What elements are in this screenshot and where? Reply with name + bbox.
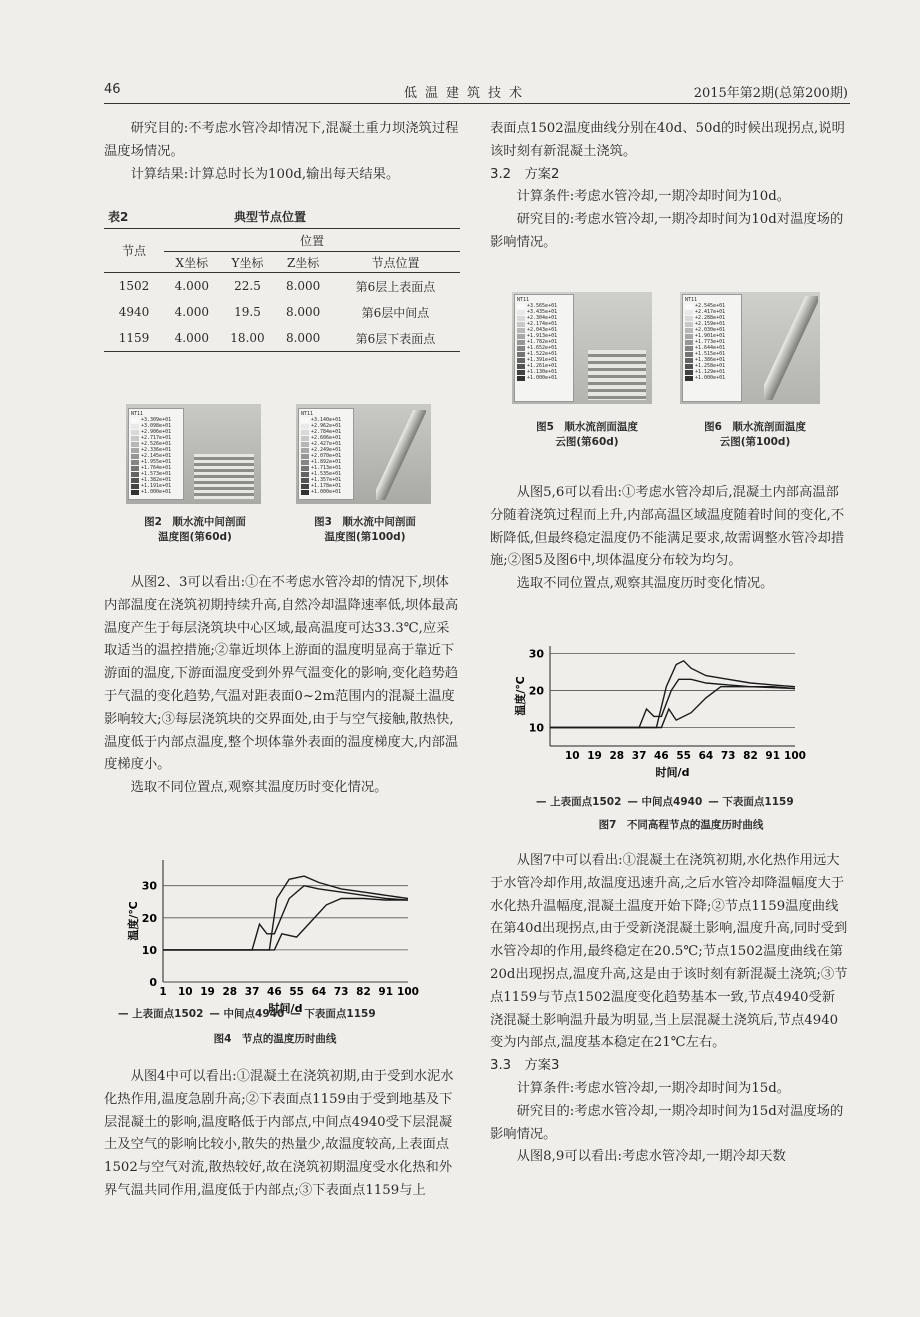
legend-value: +2.784e+01: [311, 429, 342, 435]
legend-value: +2.336e+01: [141, 447, 172, 453]
table-cell: 第6层上表面点: [355, 279, 436, 294]
table-row: [104, 325, 460, 352]
legend-swatch: [685, 304, 693, 309]
legend-value: +1.129e+01: [695, 369, 726, 375]
table-cell: 第6层下表面点: [355, 331, 436, 346]
legend-swatch: [685, 334, 693, 339]
legend-title: NT11: [517, 297, 530, 303]
legend-swatch: [517, 304, 525, 309]
table-header: Z坐标: [275, 252, 331, 273]
legend-swatch: [301, 490, 309, 495]
legend-value: +2.526e+01: [141, 441, 172, 447]
figure-3-image: [296, 404, 431, 504]
legend-value: +3.565e+01: [527, 303, 558, 309]
series-legend-entry: — 下表面点1159: [708, 796, 794, 808]
legend-value: +3.140e+01: [311, 417, 342, 423]
legend-value: +1.258e+01: [695, 363, 726, 369]
legend: [128, 408, 184, 500]
series-line-2: [163, 876, 408, 950]
legend: [682, 294, 742, 402]
right-column-bottom: [490, 850, 848, 1169]
figure-2-caption: [120, 515, 270, 545]
figure-2-image: [126, 404, 261, 504]
figure-4-caption: [150, 1032, 400, 1047]
figure-5-caption: [512, 420, 662, 450]
x-axis-label: 时间/d: [268, 1002, 303, 1015]
legend-swatch: [517, 334, 525, 339]
legend-value: +3.098e+01: [141, 423, 172, 429]
legend-value: +2.174e+01: [527, 321, 558, 327]
legend-swatch: [517, 328, 525, 333]
legend-entry: [131, 489, 181, 495]
legend-value: +2.906e+01: [141, 429, 172, 435]
paragraph: 表面点1502温度曲线分别在40d、50d的时候出现拐点,说明该时刻有新混凝土浇筑。: [490, 121, 845, 159]
figure-5-image: [512, 292, 652, 404]
legend-value: +1.515e+01: [695, 351, 726, 357]
paragraph: 从图2、3可以看出:①在不考虑水管冷却的情况下,坝体内部温度在浇筑初期持续升高,自然冷却温降速率低,坝体最高温度产生于每层浇筑块中心区域,最高温度可达33.3℃,应采取适当的温控措施;②靠近坝体上游面的温度明显高于靠近下游面的温度,下游面温度受到外界气温变化的影响,变化趋势趋于气温的变化趋势,气温对距表面0~2m范围内的混凝土温度影响较大;③每层浇筑块的交界面处,由于与空气接触,散热快,温度低于内部点温度,整个坝体靠外表面的温度梯度大,内部温度梯度小。: [104, 575, 459, 773]
y-tick-label: 30: [528, 647, 544, 661]
legend-swatch: [685, 364, 693, 369]
y-axis-label: 温度/℃: [514, 676, 527, 716]
caption-text: 图5 顺水流剖面温度 云图(第60d): [536, 421, 638, 448]
x-tick-label: 37: [244, 986, 260, 998]
legend-swatch: [131, 490, 139, 495]
legend-swatch: [685, 358, 693, 363]
node-table: [104, 228, 460, 352]
y-tick-label: 20: [528, 684, 544, 698]
figure-7-caption: [556, 818, 806, 833]
x-tick-label: 46: [654, 750, 669, 762]
legend-swatch: [517, 364, 525, 369]
table-header: X坐标: [164, 252, 220, 273]
table-caption: [104, 206, 460, 228]
x-tick-label: 73: [720, 750, 736, 762]
x-tick-label: 64: [698, 750, 714, 762]
legend-swatch: [301, 442, 309, 447]
legend-swatch: [131, 466, 139, 471]
legend-value: +2.304e+01: [527, 315, 558, 321]
legend-swatch: [685, 346, 693, 351]
paragraph: 研究目的:不考虑水管冷却情况下,混凝土重力坝浇筑过程温度场情况。: [104, 121, 459, 159]
table-cell: 4.000: [174, 305, 209, 319]
x-tick-label: 100: [397, 986, 419, 998]
legend-value: +2.145e+01: [141, 453, 172, 459]
caption-text: 图2 顺水流中间剖面 温度图(第60d): [144, 516, 246, 543]
legend-value: +2.417e+01: [695, 309, 726, 315]
x-tick-label: 28: [609, 750, 625, 762]
legend-value: +1.000e+01: [141, 489, 172, 495]
paragraph: 从图8,9可以看出:考虑水管冷却,一期冷却天数: [516, 1149, 786, 1165]
legend-value: +2.249e+01: [311, 447, 342, 453]
y-tick-label: 10: [528, 721, 544, 735]
legend-value: +1.178e+01: [311, 483, 342, 489]
legend-value: +1.391e+01: [527, 357, 558, 363]
legend-value: +1.261e+01: [527, 363, 558, 369]
legend-value: +1.764e+01: [141, 465, 172, 471]
legend-swatch: [685, 310, 693, 315]
legend-value: +1.644e+01: [695, 345, 726, 351]
legend-entry: [301, 489, 351, 495]
table-cell: 4940: [118, 305, 150, 319]
y-axis-label: 温度/℃: [127, 901, 140, 941]
figure-6-caption: [680, 420, 830, 450]
legend-swatch: [301, 448, 309, 453]
paragraph: 从图4中可以看出:①混凝土在浇筑初期,由于受到水泥水化热作用,温度急剧升高;②下表面点1159由于受到地基及下层混凝土的影响,温度略低于内部点,中间点4940受下层混凝土及空气的影响比较小,散失的热量少,故温度较高,上表面点1502与空气对流,散热较好,故在浇筑初期温度受水化热和外界气温共同作用,温度低于内部点;③下表面点1159与上: [104, 1069, 454, 1198]
legend-value: +2.159e+01: [695, 321, 726, 327]
legend-value: +1.000e+01: [527, 375, 558, 381]
table-row: [104, 299, 460, 325]
figure-6-image: [680, 292, 820, 404]
legend-swatch: [685, 376, 693, 381]
legend-value: +1.522e+01: [527, 351, 558, 357]
legend-swatch: [301, 418, 309, 423]
legend-value: +2.962e+01: [311, 423, 342, 429]
legend-value: +1.901e+01: [695, 333, 726, 339]
table-cell: 18.00: [230, 331, 265, 345]
series-line-2: [550, 661, 795, 728]
legend-swatch: [517, 322, 525, 327]
y-tick-label: 10: [141, 943, 157, 957]
x-tick-label: 10: [177, 986, 193, 998]
series-legend-entry: — 下表面点1159: [290, 1008, 376, 1020]
legend-value: +1.191e+01: [141, 483, 172, 489]
left-column-top: [104, 118, 462, 186]
legend-title: NT11: [301, 411, 314, 417]
table-header: 节点: [104, 229, 164, 273]
legend-value: +3.309e+01: [141, 417, 172, 423]
x-tick-label: 82: [743, 750, 758, 762]
legend-swatch: [685, 316, 693, 321]
legend-value: +2.427e+01: [311, 441, 342, 447]
table-2: [104, 206, 460, 352]
journal-title: 低温建筑技术: [404, 86, 531, 101]
x-tick-label: 64: [311, 986, 327, 998]
legend-swatch: [517, 346, 525, 351]
running-header: [104, 82, 848, 104]
paragraph: 研究目的:考虑水管冷却,一期冷却时间为10d对温度场的影响情况。: [490, 212, 844, 250]
legend-swatch: [131, 442, 139, 447]
caption-text: 图6 顺水流剖面温度 云图(第100d): [704, 421, 806, 448]
x-tick-label: 100: [784, 750, 806, 762]
legend-value: +1.000e+01: [311, 489, 342, 495]
legend-value: +1.386e+01: [695, 357, 726, 363]
x-tick-label: 19: [200, 986, 215, 998]
legend-value: +1.535e+01: [311, 471, 342, 477]
legend-swatch: [131, 478, 139, 483]
figure-7-legend: [536, 794, 856, 809]
legend-swatch: [301, 436, 309, 441]
right-column-middle: [490, 482, 848, 596]
table-cell: 第6层中间点: [361, 305, 430, 320]
figure-4-legend: [118, 1006, 438, 1021]
legend-swatch: [517, 376, 525, 381]
legend: [514, 294, 574, 402]
legend-swatch: [517, 358, 525, 363]
legend-swatch: [301, 424, 309, 429]
x-tick-label: 91: [378, 986, 394, 998]
legend-swatch: [131, 454, 139, 459]
table-cell: 8.000: [285, 279, 321, 293]
legend-swatch: [517, 316, 525, 321]
legend-swatch: [685, 370, 693, 375]
paragraph: 计算结果:计算总时长为100d,输出每天结果。: [130, 166, 400, 182]
section-heading: 3.3 方案3: [490, 1058, 560, 1074]
table-cell: 1159: [118, 331, 150, 345]
legend-value: +3.435e+01: [527, 309, 558, 315]
paragraph: 计算条件:考虑水管冷却,一期冷却时间为15d。: [516, 1080, 791, 1096]
legend-entry: [517, 375, 571, 381]
legend-value: +1.713e+01: [311, 465, 342, 471]
legend-swatch: [301, 430, 309, 435]
legend-swatch: [131, 430, 139, 435]
legend-swatch: [685, 352, 693, 357]
legend-value: +1.000e+01: [695, 375, 726, 381]
series-legend-entry: — 上表面点1502: [118, 1008, 204, 1020]
legend-value: +1.357e+01: [311, 477, 342, 483]
legend-value: +1.892e+01: [311, 459, 342, 465]
legend-value: +1.652e+01: [527, 345, 558, 351]
paragraph: 研究目的:考虑水管冷却,一期冷却时间为15d对温度场的影响情况。: [490, 1103, 844, 1142]
legend-value: +1.130e+01: [527, 369, 558, 375]
left-column-middle: [104, 572, 462, 800]
y-tick-label: 30: [141, 879, 157, 893]
paragraph: 选取不同位置点,观察其温度历时变化情况。: [130, 780, 388, 796]
section-heading: 3.2 方案2: [490, 166, 560, 182]
legend-value: +2.030e+01: [695, 327, 726, 333]
x-tick-label: 55: [676, 750, 691, 762]
legend-value: +2.606e+01: [311, 435, 342, 441]
legend-value: +1.955e+01: [141, 459, 172, 465]
figure-4-chart: [118, 852, 428, 1032]
caption-text: 图3 顺水流中间剖面 温度图(第100d): [314, 516, 416, 543]
x-tick-label: 37: [631, 750, 647, 762]
legend-value: +1.773e+01: [695, 339, 726, 345]
legend-value: +1.382e+01: [141, 477, 172, 483]
legend-value: +2.717e+01: [141, 435, 172, 441]
legend-swatch: [301, 478, 309, 483]
legend-swatch: [301, 466, 309, 471]
table-title: 典型节点位置: [234, 210, 307, 224]
legend-swatch: [517, 340, 525, 345]
legend-swatch: [131, 448, 139, 453]
legend-swatch: [301, 460, 309, 465]
table-cell: 4.000: [174, 331, 209, 345]
issue-info: 2015年第2期(总第200期): [693, 86, 848, 101]
legend-entry: [685, 375, 739, 381]
x-tick-label: 73: [333, 986, 349, 998]
header-rule: [104, 103, 850, 104]
right-column-top: [490, 118, 848, 255]
x-tick-label: 19: [587, 750, 602, 762]
legend-swatch: [131, 418, 139, 423]
legend-swatch: [685, 328, 693, 333]
series-legend-entry: — 中间点4940: [627, 796, 703, 808]
legend-value: +1.782e+01: [527, 339, 558, 345]
legend-swatch: [517, 370, 525, 375]
legend-value: +2.070e+01: [311, 453, 342, 459]
x-tick-label: 46: [267, 986, 282, 998]
legend-swatch: [517, 310, 525, 315]
table-cell: 1502: [118, 279, 150, 293]
legend-swatch: [301, 484, 309, 489]
caption-text: 图7 不同高程节点的温度历时曲线: [598, 819, 764, 831]
x-axis-label: 时间/d: [655, 766, 690, 779]
table-cell: 22.5: [234, 279, 261, 293]
legend-title: NT11: [685, 297, 698, 303]
legend-swatch: [131, 472, 139, 477]
left-column-bottom: [104, 1066, 462, 1203]
figure-7-chart: [505, 640, 815, 790]
legend-swatch: [131, 424, 139, 429]
legend-swatch: [301, 454, 309, 459]
table-row: [104, 273, 460, 300]
x-tick-label: 82: [356, 986, 371, 998]
legend-swatch: [685, 340, 693, 345]
table-header: 节点位置: [331, 252, 460, 273]
x-tick-label: 10: [564, 750, 580, 762]
paragraph: 计算条件:考虑水管冷却,一期冷却时间为10d。: [516, 189, 791, 205]
series-line-3: [550, 687, 795, 728]
legend: [298, 408, 354, 500]
legend-swatch: [131, 484, 139, 489]
legend-value: +1.573e+01: [141, 471, 172, 477]
x-tick-label: 28: [222, 986, 238, 998]
table-cell: 8.000: [285, 331, 321, 345]
table-cell: 4.000: [174, 279, 209, 293]
series-legend-entry: — 中间点4940: [209, 1008, 285, 1020]
series-legend-entry: — 上表面点1502: [536, 796, 622, 808]
paragraph: 从图7中可以看出:①混凝土在浇筑初期,水化热作用远大于水管冷却作用,故温度迅速升高,之后水管冷却降温幅度大于水化热升温幅度,混凝土温度开始下降;②节点1159温度曲线在第40d出现拐点,由于受新浇混凝土影响,温度升高,同时受到水管冷却的作用,最终稳定在20.5℃;节点1502温度曲线在第20d出现拐点,温度升高,这是由于该时刻有新混凝土浇筑;③节点1159与节点1502温度变化趋势基本一致,节点4940受新浇混凝土影响温升最为明显,当上层混凝土浇筑后,节点4940变为内部点,温度基本稳定在21℃左右。: [490, 853, 848, 1051]
table-label: 表2: [108, 210, 129, 224]
y-tick-label: 0: [149, 976, 157, 989]
paragraph: 选取不同位置点,观察其温度历时变化情况。: [516, 576, 774, 592]
caption-text: 图4 节点的温度历时曲线: [213, 1033, 337, 1045]
table-header: Y坐标: [220, 252, 276, 273]
legend-swatch: [517, 352, 525, 357]
legend-value: +1.913e+01: [527, 333, 558, 339]
figure-3-caption: [290, 515, 440, 545]
table-header: 位置: [164, 229, 460, 252]
page-number: 46: [104, 82, 121, 97]
table-cell: 19.5: [234, 305, 261, 319]
legend-value: +2.545e+01: [695, 303, 726, 309]
y-tick-label: 20: [141, 911, 157, 925]
legend-title: NT11: [131, 411, 144, 417]
legend-value: +2.043e+01: [527, 327, 558, 333]
legend-swatch: [131, 460, 139, 465]
x-tick-label: 91: [765, 750, 781, 762]
legend-value: +2.288e+01: [695, 315, 726, 321]
x-tick-label: 55: [289, 986, 304, 998]
legend-swatch: [301, 472, 309, 477]
x-tick-label: 1: [159, 986, 167, 998]
paragraph: 从图5,6可以看出:①考虑水管冷却后,混凝土内部高温部分随着浇筑过程而上升,内部高温区域温度随着时间的变化,不断降低,但最终稳定温度仍不能满足要求,故需调整水管冷却措施;②图5及图6中,坝体温度分布较为均匀。: [490, 485, 845, 569]
table-cell: 8.000: [285, 305, 321, 319]
legend-swatch: [685, 322, 693, 327]
legend-swatch: [131, 436, 139, 441]
